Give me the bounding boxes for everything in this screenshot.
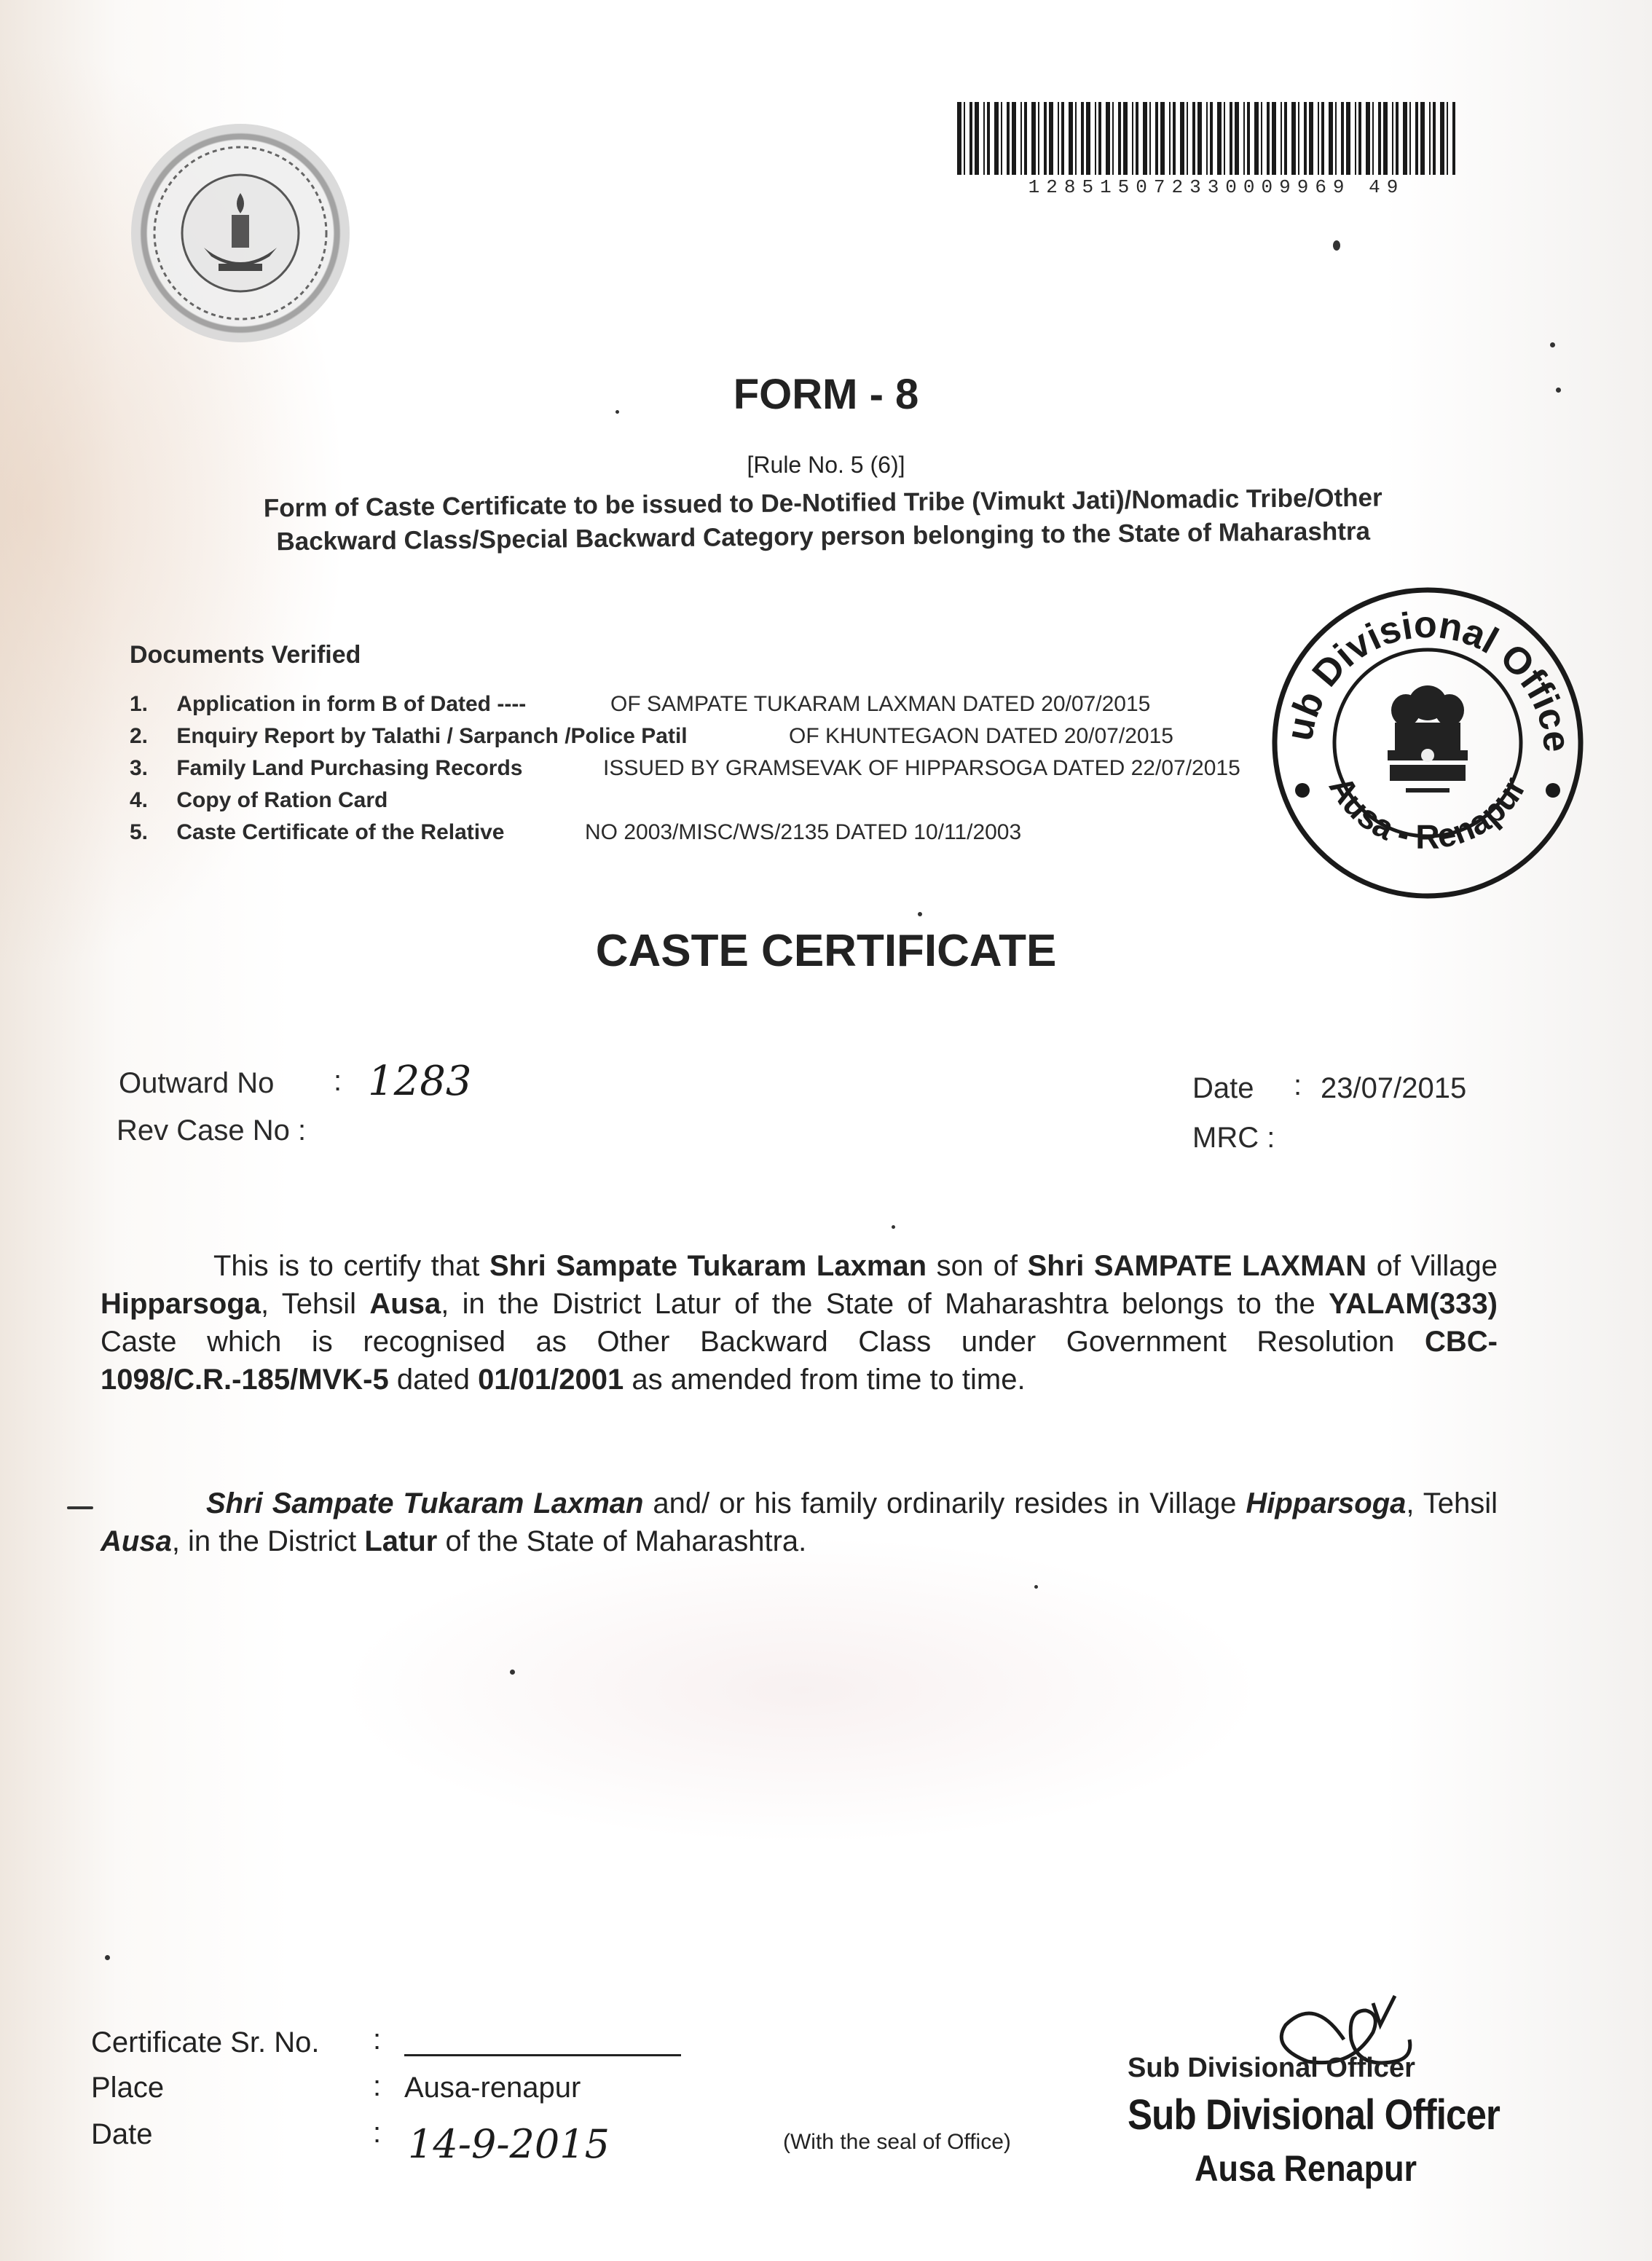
scan-speck [892,1225,895,1229]
barcode-bar [1007,102,1010,175]
officer-stamp-place: Ausa Renapur [1195,2148,1417,2189]
text-segment: This is to certify that [213,1250,489,1282]
certificate-sr-no-line [404,2054,681,2056]
mrc-label: MRC : [1192,1122,1275,1154]
text-segment: as amended from time to time. [624,1364,1026,1396]
text-segment: of Village [1376,1250,1498,1282]
document-number: 5. [130,820,149,844]
barcode-bar [994,102,999,175]
outward-no-label: Outward No [119,1067,275,1099]
barcode-bar [1143,102,1147,175]
barcode-bar [969,102,972,175]
document-detail: OF SAMPATE TUKARAM LAXMAN DATED 20/07/2015 [610,692,1151,716]
barcode-bar [1309,102,1313,175]
barcode-bar [1217,102,1222,175]
document-label: Caste Certificate of the Relative [176,820,505,844]
barcode-bar [1123,102,1128,175]
document-item [130,724,1266,756]
barcode [954,102,1464,175]
barcode-bar [1409,102,1411,175]
barcode-bar [1291,102,1296,175]
document-number: 2. [130,724,149,748]
officer-stamp-title: Sub Divisional Officer [1128,2091,1500,2139]
barcode-bar [1321,102,1324,175]
barcode-bar [1001,102,1002,175]
barcode-bar [1254,102,1259,175]
document-item [130,692,1266,724]
scan-speck [918,912,922,916]
barcode-bar [1420,102,1425,175]
footer-date-label: Date [91,2118,153,2150]
barcode-bar [983,102,985,175]
tehsil-name: Ausa [101,1525,172,1557]
scan-speck [510,1670,515,1675]
outward-no-colon: : [334,1065,342,1097]
barcode-bar [1049,102,1053,175]
district-name: Latur [364,1525,438,1557]
barcode-bar [1341,102,1344,175]
barcode-bar [1136,102,1138,175]
barcode-bar [1031,102,1036,175]
barcode-number: 128515072330009969 49 [1028,176,1405,198]
state-emblem-seal [131,124,350,342]
document-item [130,788,1266,820]
barcode-bar [1061,102,1064,175]
scan-speck [1034,1585,1038,1589]
certificate-title: CASTE CERTIFICATE [595,926,1057,976]
document-detail: ISSUED BY GRAMSEVAK OF HIPPARSOGA DATED 22/07/2015 [603,756,1240,780]
seal-bottom-text: Ausa - Renapur [1321,769,1534,856]
date-colon: : [1294,1069,1302,1101]
barcode-bar [1452,102,1455,175]
barcode-bar [1243,102,1245,175]
tehsil-name: Ausa [369,1288,441,1320]
barcode-bar [1318,102,1319,175]
barcode-bar [1366,102,1370,175]
barcode-bar [1210,102,1213,175]
barcode-bar [1440,102,1444,175]
document-label: Application in form B of Dated ---- [176,692,527,716]
barcode-bar [1447,102,1448,175]
document-number: 1. [130,692,149,716]
lion-capital-icon [1388,685,1468,793]
form-description [146,480,1501,560]
place-colon: : [373,2070,382,2102]
barcode-bar [987,102,990,175]
certificate-sr-no-label: Certificate Sr. No. [91,2026,320,2059]
applicant-name: Shri Sampate Tukaram Laxman [489,1250,927,1282]
village-name: Hipparsoga [1246,1487,1407,1519]
barcode-bar [1024,102,1027,175]
footer-date-value: 14-9-2015 [408,2121,610,2167]
rule-number: [Rule No. 5 (6)] [747,452,905,478]
document-label: Copy of Ration Card [176,788,388,812]
barcode-bar [1012,102,1016,175]
barcode-bar [1298,102,1299,175]
document-detail: OF KHUNTEGAON DATED 20/07/2015 [789,724,1173,748]
document-label: Family Land Purchasing Records [176,756,523,780]
certificate-paragraph-1 [101,1247,1498,1399]
barcode-bar [1044,102,1047,175]
father-name: Shri SAMPATE LAXMAN [1027,1250,1367,1282]
text-segment: of the State of Maharashtra. [437,1525,807,1557]
document-number: 4. [130,788,149,812]
barcode-bar [1378,102,1381,175]
form-description-line-2: Backward Class/Special Backward Category person belonging to the State of Maharashtra [276,516,1371,557]
office-seal [1267,583,1588,903]
seal-top-text: ub Divisional Office [1278,603,1578,754]
document-detail: NO 2003/MISC/WS/2135 DATED 10/11/2003 [585,820,1022,844]
barcode-bar [1329,102,1333,175]
barcode-bar [1355,102,1356,175]
barcode-bar [1160,102,1165,175]
barcode-bar [1098,102,1101,175]
barcode-bar [1281,102,1282,175]
text-segment: , Tehsil [261,1288,370,1320]
barcode-bar [1335,102,1337,175]
resolution-number: CBC-1098/C.R.-185/MVK-5 [101,1326,1498,1396]
document-item [130,756,1339,788]
barcode-bar [1112,102,1114,175]
barcode-bar [1081,102,1084,175]
text-segment: son of [927,1250,1028,1282]
document-item [130,820,1266,852]
scan-speck [67,1506,93,1509]
place-value: Ausa-renapur [404,2072,581,2104]
text-segment: , in the District [171,1525,365,1557]
form-title: FORM - 8 [733,371,919,418]
barcode-bar [1403,102,1407,175]
form-description-line-1: Form of Caste Certificate to be issued to De-Notified Tribe (Vimukt Jati)/Nomadic Tribe/Other [263,483,1382,523]
barcode-bar [1230,102,1232,175]
barcode-bar [1155,102,1158,175]
text-segment: , in the District Latur of the State of Maharashtra belongs to the [441,1288,1329,1320]
barcode-bar [1392,102,1393,175]
text-segment: , Tehsil [1406,1487,1498,1519]
date-label: Date [1192,1072,1254,1104]
scan-speck [615,410,619,414]
applicant-name: Shri Sampate Tukaram Laxman [206,1487,644,1519]
certificate-paragraph-2 [101,1485,1498,1560]
resolution-date: 01/01/2001 [478,1364,624,1396]
barcode-bar [1149,102,1151,175]
barcode-bar [975,102,979,175]
barcode-bar [1415,102,1418,175]
barcode-bar [1372,102,1374,175]
barcode-bar [1086,102,1090,175]
barcode-bar [1429,102,1431,175]
barcode-bar [1261,102,1262,175]
barcode-bar [1038,102,1039,175]
barcode-bar [1235,102,1239,175]
seal-note: (With the seal of Office) [783,2130,1011,2154]
rev-case-no-label: Rev Case No : [117,1114,307,1147]
barcode-bar [1433,102,1436,175]
barcode-bar [1272,102,1276,175]
barcode-bar [1106,102,1110,175]
barcode-bar [1095,102,1096,175]
barcode-bar [1284,102,1287,175]
officer-title: Sub Divisional Officer [1128,2053,1415,2083]
barcode-bar [1206,102,1208,175]
footer-date-colon: : [373,2117,382,2149]
barcode-bar [1396,102,1399,175]
barcode-bar [1346,102,1350,175]
barcode-bar [1358,102,1361,175]
barcode-bar [1187,102,1188,175]
barcode-bar [1247,102,1250,175]
scan-speck [105,1955,110,1960]
barcode-bar [1383,102,1388,175]
barcode-bar [1224,102,1225,175]
barcode-bar [1180,102,1184,175]
text-segment: and/ or his family ordinarily resides in Village [643,1487,1246,1519]
documents-verified-heading: Documents Verified [130,641,361,669]
caste-name: YALAM(333) [1329,1288,1498,1320]
scan-speck [1333,240,1340,251]
barcode-bar [1197,102,1202,175]
barcode-bar [1169,102,1171,175]
lamp-emblem-icon [131,124,350,342]
document-number: 3. [130,756,149,780]
barcode-bar [1132,102,1133,175]
barcode-bar [1020,102,1022,175]
document-label: Enquiry Report by Talathi / Sarpanch /Police Patil [176,724,688,748]
certificate-sr-no-colon: : [373,2024,382,2056]
barcode-bar [957,102,961,175]
barcode-bar [964,102,965,175]
text-segment: Caste which is recognised as Other Backward Class under Government Resolution [101,1326,1425,1358]
barcode-bar [1173,102,1176,175]
village-name: Hipparsoga [101,1288,261,1320]
scan-speck [1556,388,1561,393]
date-value: 23/07/2015 [1321,1072,1467,1104]
scan-speck [1550,342,1555,347]
barcode-bar [1304,102,1307,175]
outward-no-value: 1283 [368,1058,472,1105]
barcode-bar [1267,102,1270,175]
barcode-bar [1058,102,1059,175]
barcode-bar [1069,102,1073,175]
barcode-bar [1118,102,1121,175]
barcode-bar [1075,102,1077,175]
place-label: Place [91,2072,165,2104]
barcode-bar [1192,102,1195,175]
text-segment: dated [388,1364,479,1396]
